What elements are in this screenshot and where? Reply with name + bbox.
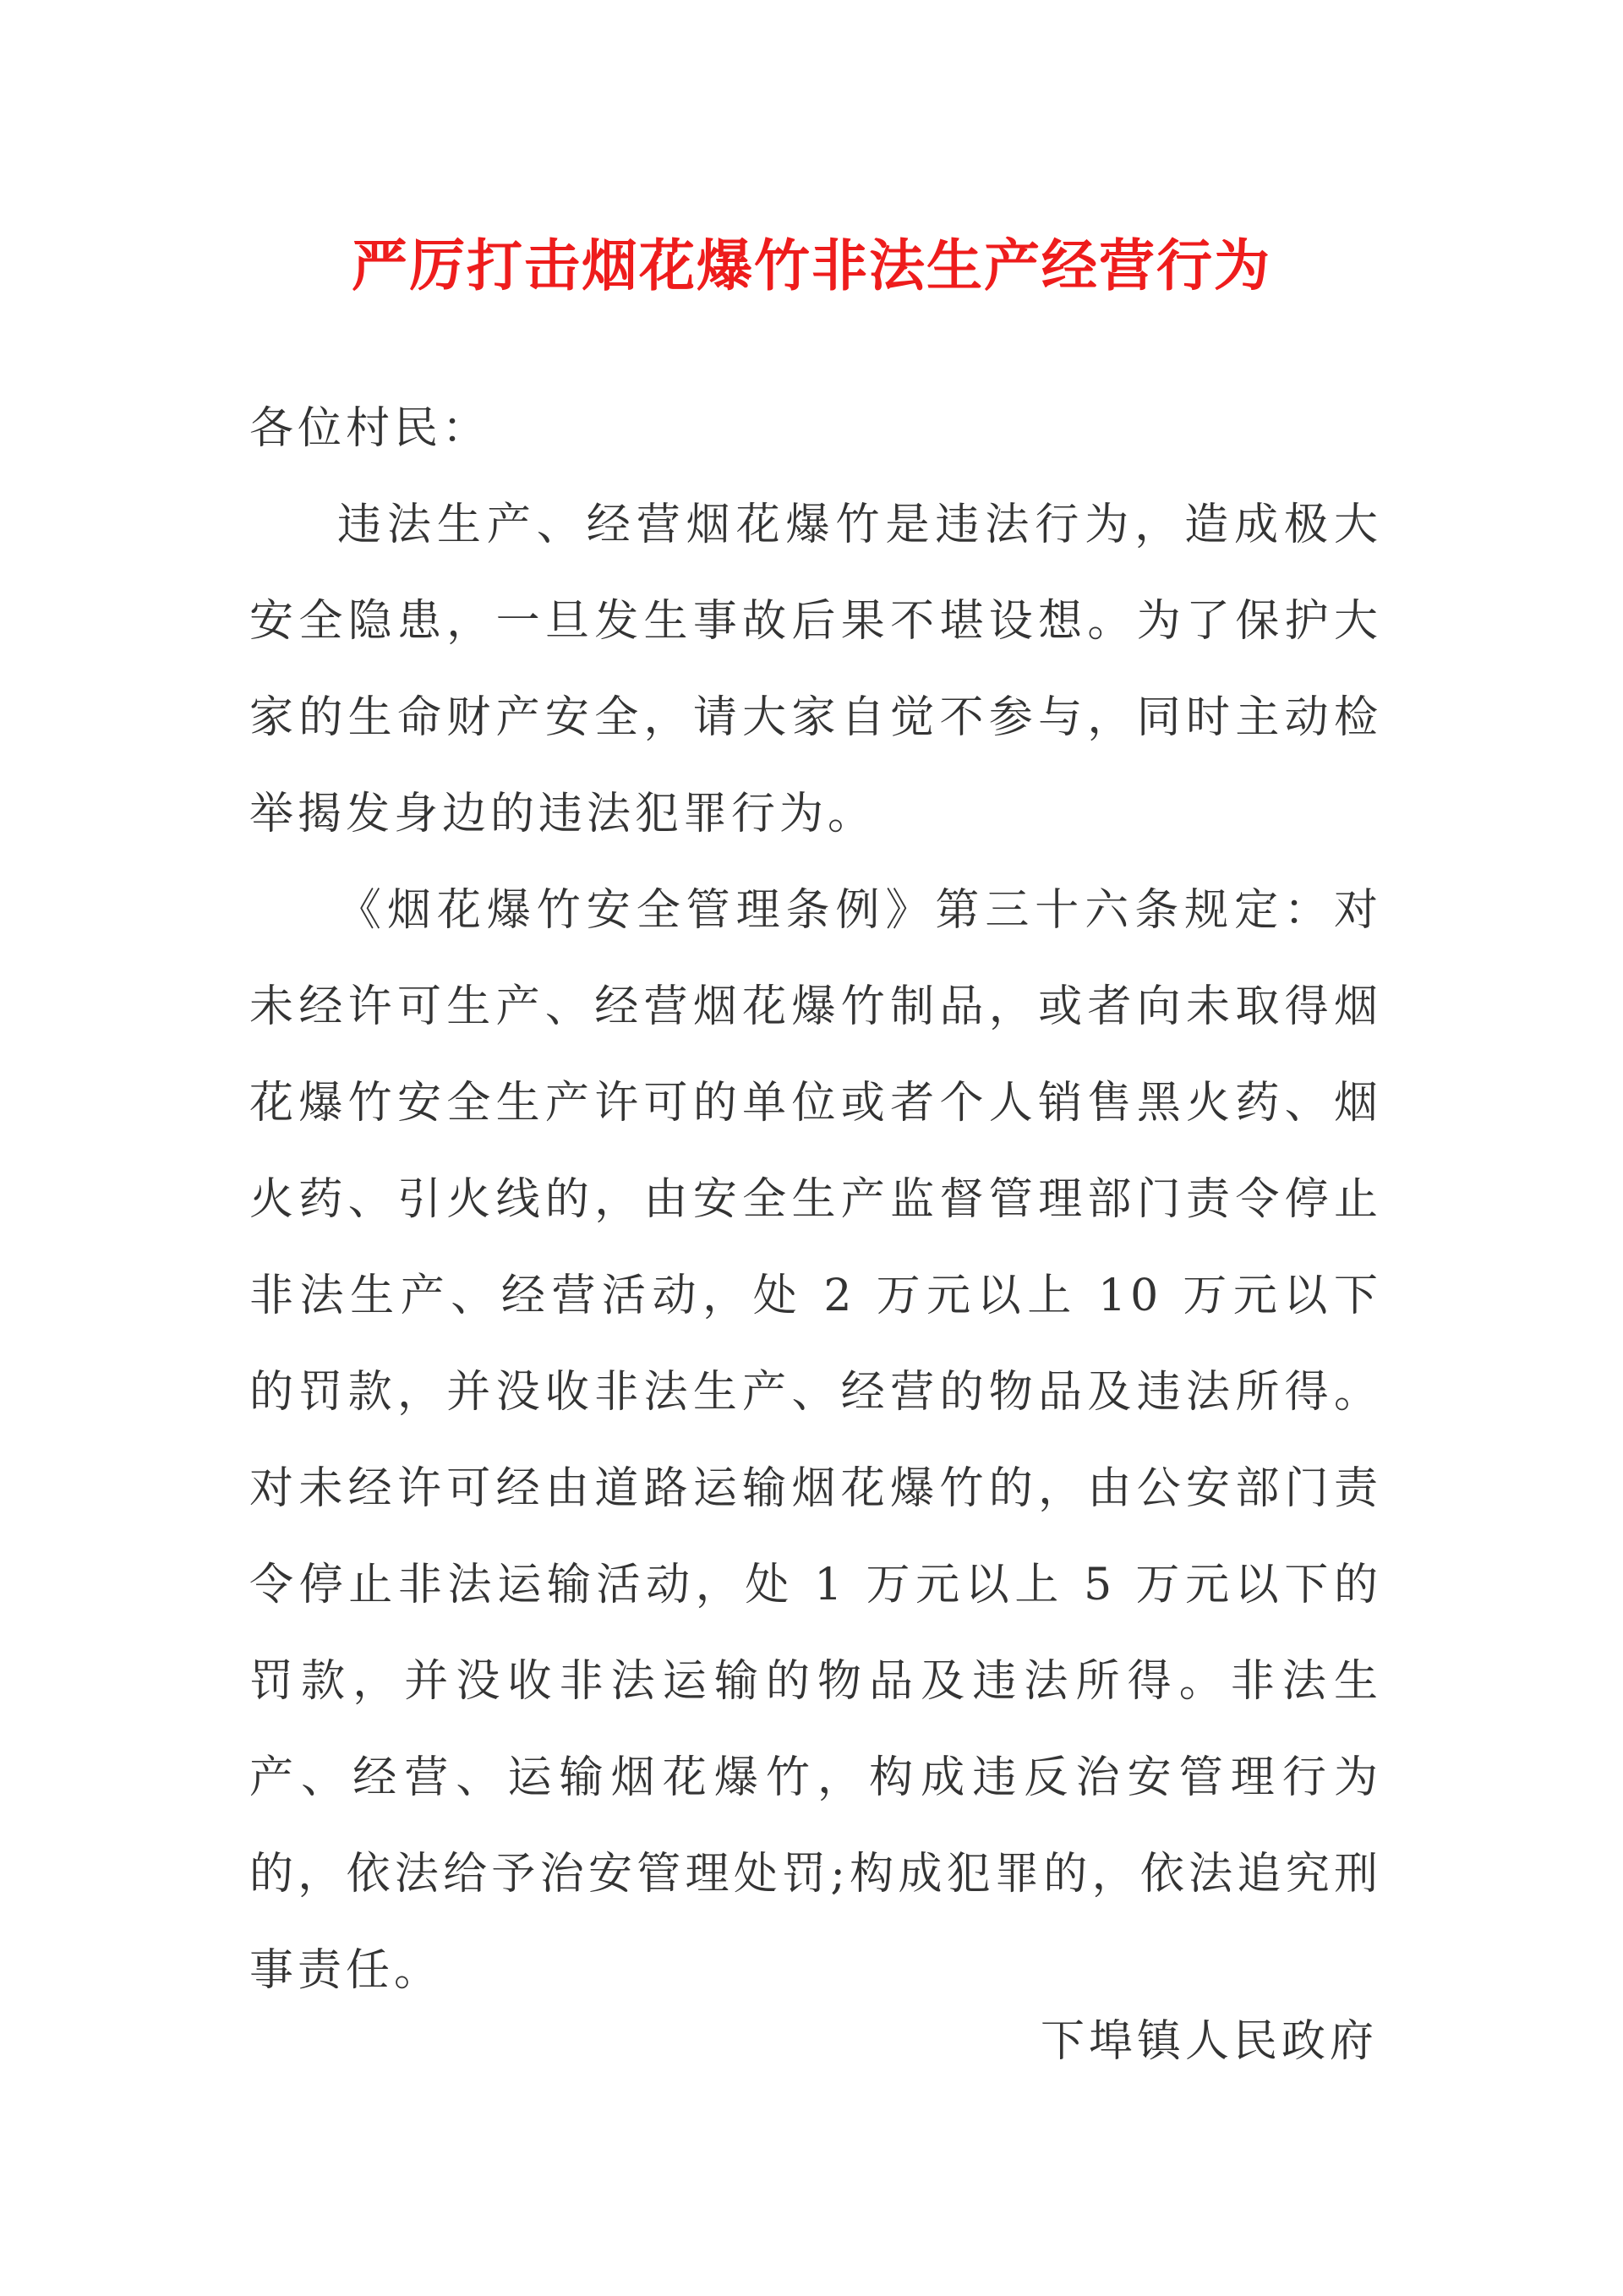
salutation: 各位村民： xyxy=(249,403,491,454)
paragraph-regulation: 《烟花爆竹安全管理条例》第三十六条规定：对未经许可生产、经营烟花爆竹制品，或者向未取得烟花爆竹安全生产许可的单位或者个人销售黑火药、烟火药、引火线的，由安全生产监督管理部门责令停止非法生产、经营活动，处 2 万元以上 10 万元以下的罚款，并没收非法生产、经营的物品及违法所得。对未经许可经由道路运输烟花爆竹的，由公安部门责令停止非法运输活动，处 1 万元以上 5 万元以下的罚款，并没收非法运输的物品及违法所得。非法生产、经营、运输烟花爆竹，构成违反治安管理行为的，依法给予治安管理处罚;构成犯罪的，依法追究刑事责任。 xyxy=(249,885,1382,1996)
paragraph-warning: 违法生产、经营烟花爆竹是违法行为，造成极大安全隐患，一旦发生事故后果不堪设想。为了保护大家的生命财产安全，请大家自觉不参与，同时主动检举揭发身边的违法犯罪行为。 xyxy=(249,500,1382,839)
signature: 下埠镇人民政府 xyxy=(1040,2016,1378,2067)
document-body xyxy=(249,380,1382,2019)
document-title: 严厉打击烟花爆竹非法生产经营行为 xyxy=(352,233,1271,298)
